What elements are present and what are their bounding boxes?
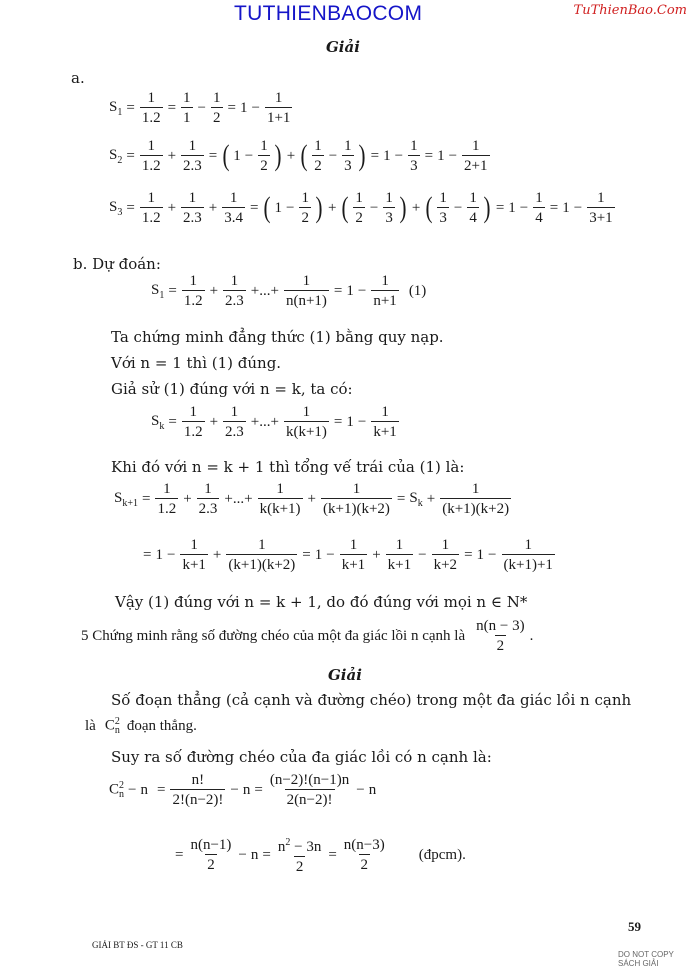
page-number: 59	[628, 919, 641, 934]
eq-sk: $S_k$ = $\frac{1}{1.2}$ + $\frac{1}{2.3}$ +...+ $\frac{1}{k(k+1)}$ = 1 − $\frac{1}{k+1}$	[151, 404, 397, 440]
problem-5	[80, 618, 534, 654]
eq-ref: (1)	[408, 282, 427, 299]
sol2-line2b: đoạn thẳng.	[126, 717, 197, 734]
line-n1: Với n = 1 thì (1) đúng.	[111, 354, 282, 372]
solution-heading-2: Giải	[328, 666, 362, 684]
eq-s2: $S_2$ = $\frac{1}{1.2}$ + $\frac{1}{2.3}$ = ( 1 − $\frac{1}{2}$ ) + ( 1 2 − $\frac{1}{3}$ ) = 1 − $\frac{1}{3}$ = 1 − $\frac{1}{2+1}$	[109, 138, 488, 174]
problem-5-text: 5 Chứng minh rằng số đường chéo của một đa giác lồi n cạnh là	[81, 627, 466, 644]
sol2-line3: Suy ra số đường chéo của đa giác lồi có n cạnh là:	[111, 748, 492, 766]
eq-comb-line1: C 2 n − n = $\frac{n!}{2!(n-2)!}$ − n = $\frac{(n-2)!(n-1)n}{2(n-2)!}$ − n	[109, 772, 377, 808]
eq-comb-line2: = $\frac{n(n-1)}{2}$ − n = $\frac{n^2 - 3n}{2}$ = $\frac{n(n-3)}{2}$ (đpcm).	[175, 837, 466, 875]
line-prove: Ta chứng minh đẳng thức (1) bằng quy nạp.	[111, 328, 444, 346]
problem-5-end: .	[529, 627, 534, 644]
sol2-line1: Số đoạn thẳng (cả cạnh và đường chéo) trong một đa giác lồi n cạnh	[111, 691, 632, 709]
watermark: DO NOT COPY SÁCH GIẢI	[618, 950, 674, 968]
problem-5-frac-num: n(n − 3)	[476, 618, 525, 634]
part-b-label: b. Dự đoán:	[73, 255, 161, 273]
dpcm: (đpcm).	[418, 846, 466, 863]
eq-sk1-line1: $S_{k+1}$ = $\frac{1}{1.2}$ + $\frac{1}{2.3}$ +...+ $\frac{1}{k(k+1)}$ + $\frac{1}{(k+1)(k+2)}$ = $S_k$ + $\frac{1}{(k+1)(k+2)}$	[114, 481, 510, 517]
sol2-line2: là C 2 n đoạn thẳng.	[85, 716, 197, 736]
line-conclude: Vậy (1) đúng với n = k + 1, do đó đúng với mọi n ∈ N*	[115, 593, 528, 611]
eq-sk1-line2: = 1 − $\frac{1}{k+1}$ + $\frac{1}{(k+1)(k+2)}$ = 1 − $\frac{1}{k+1}$ + $\frac{1}{k+1}$ − $\frac{1}{k+2}$ = 1 − $\frac{1}{(k+1)+1}$	[143, 537, 553, 573]
site-header: TUTHIENBAOCOM	[234, 2, 423, 25]
footer-text: GIẢI BT ĐS - GT 11 CB	[92, 940, 183, 950]
eq-s3: $S_3$ = $\frac{1}{1.2}$ + $\frac{1}{2.3}$ + $\frac{1}{3.4}$ = ( 1 − $\frac{1}{2}$ ) + ( 1 2 − $\frac{1}{3}$ ) + ( 1 3 − $\frac{1}{4}$ ) = 1 − $\frac{1}{4}$ = 1 − $\frac{1}{3+1}$	[109, 190, 613, 226]
part-a-label: a.	[71, 69, 85, 87]
line-assume: Giả sử (1) đúng với n = k, ta có:	[111, 380, 353, 398]
sol2-line2a: là	[85, 717, 96, 734]
eq-general: $S_1$ = $\frac{1}{1.2}$ + $\frac{1}{2.3}$ +...+ $\frac{1}{n(n+1)}$ = 1 − $\frac{1}{n+1}$ (1)	[151, 273, 427, 309]
solution-heading-1: Giải	[326, 38, 360, 56]
eq-s1: $S_1$ = $\frac{1}{1.2}$ = $\frac{1}{1}$ − $\frac{1}{2}$ = 1 − $\frac{1}{1+1}$	[109, 90, 291, 126]
problem-5-frac-den: 2	[495, 635, 507, 654]
site-logo: TuThienBao.Com	[573, 3, 687, 18]
line-then: Khi đó với n = k + 1 thì tổng vế trái của (1) là:	[111, 458, 465, 476]
